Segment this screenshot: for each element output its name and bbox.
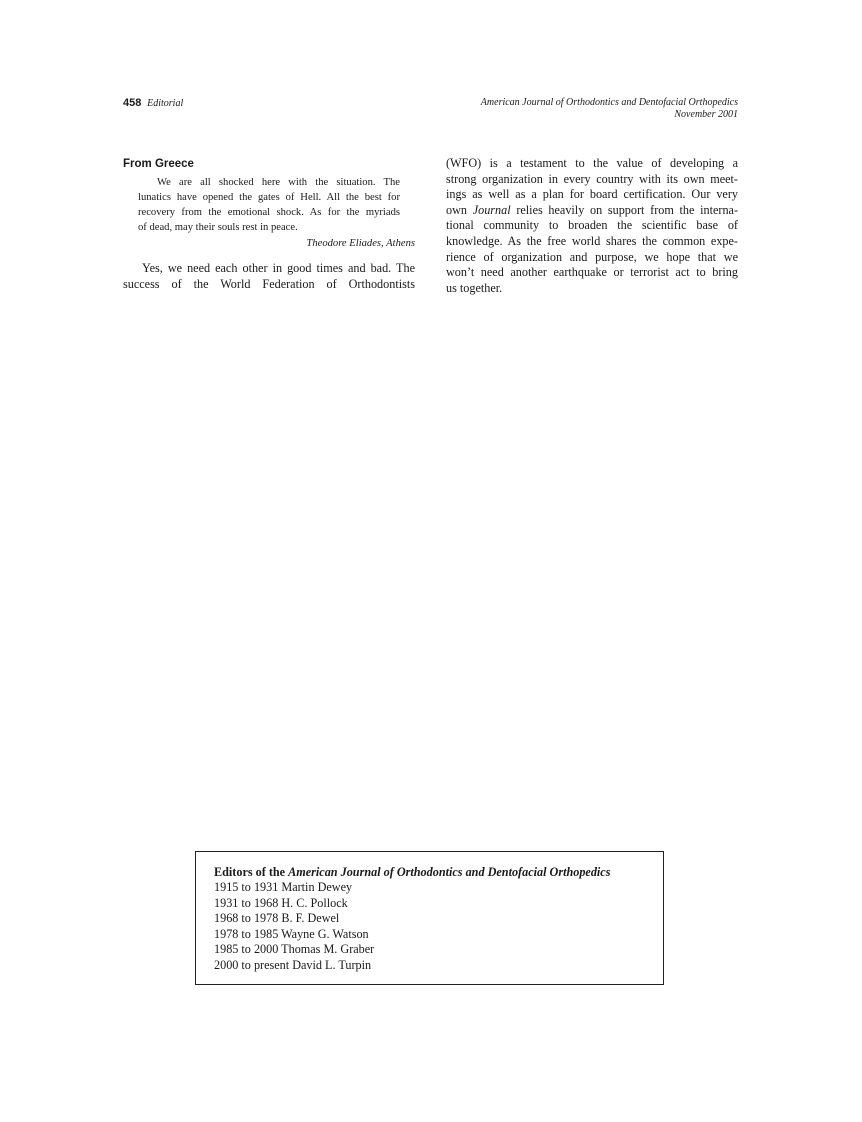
editor-entry: 1931 to 1968 H. C. Pollock: [214, 895, 348, 910]
text-line: success of the World Federation of Orthodontists: [123, 276, 415, 291]
text-line: strong organization in every country with its own meet-: [446, 171, 738, 186]
editors-title-journal: American Journal of Orthodontics and Dentofacial Orthopedics: [288, 865, 611, 879]
running-header-left: [123, 96, 183, 111]
body-paragraph: [446, 156, 738, 296]
text-line: rience of organization and purpose, we hope that we: [446, 249, 738, 264]
editors-title-prefix: Editors of the: [214, 865, 286, 879]
text-fragment: relies heavily on support from the interna-: [516, 202, 739, 217]
text-line: (WFO) is a testament to the value of developing a: [446, 156, 738, 170]
editor-entry: 2000 to present David L. Turpin: [214, 957, 372, 972]
editor-entry: 1968 to 1978 B. F. Dewel: [214, 911, 340, 926]
text-line: [446, 203, 738, 219]
issue-date: November 2001: [674, 109, 738, 120]
editors-box-title: [214, 864, 645, 880]
quote-attribution: Theodore Eliades, Athens: [306, 238, 415, 249]
text-line: ings as well as a plan for board certification. Our very: [446, 187, 738, 202]
quote-line: lunatics have opened the gates of Hell. All the best for: [138, 192, 400, 203]
text-line: tional community to broaden the scientific base of: [446, 218, 738, 233]
running-header-right: [481, 97, 738, 121]
journal-emphasis: Journal: [472, 202, 511, 217]
quote-line: of dead, may their souls rest in peace.: [138, 222, 298, 233]
right-column: [446, 156, 738, 296]
text-line: Yes, we need each other in good times and bad. The: [142, 261, 415, 275]
quote-line: recovery from the emotional shock. As for the myriads: [138, 207, 400, 218]
quote-block: [138, 175, 400, 235]
text-line: knowledge. As the free world shares the common expe-: [446, 233, 738, 248]
editor-entry: 1978 to 1985 Wayne G. Watson: [214, 926, 369, 941]
text-line: us together.: [446, 280, 503, 295]
section-name: Editorial: [147, 98, 184, 109]
quote-line: We are all shocked here with the situation. The: [157, 177, 400, 188]
editor-entry: 1985 to 2000 Thomas M. Graber: [214, 942, 375, 957]
editor-entry: 1915 to 1931 Martin Dewey: [214, 880, 353, 894]
left-column: [123, 156, 415, 292]
text-line: won’t need another earthquake or terrorist act to bring: [446, 265, 738, 280]
section-heading: From Greece: [123, 158, 194, 170]
text-fragment: own: [446, 202, 467, 217]
editors-box: [195, 851, 664, 985]
page-number: 458: [123, 97, 142, 109]
journal-title: American Journal of Orthodontics and Dentofacial Orthopedics: [480, 97, 738, 108]
editors-list: [214, 880, 645, 974]
body-paragraph: [123, 261, 415, 292]
